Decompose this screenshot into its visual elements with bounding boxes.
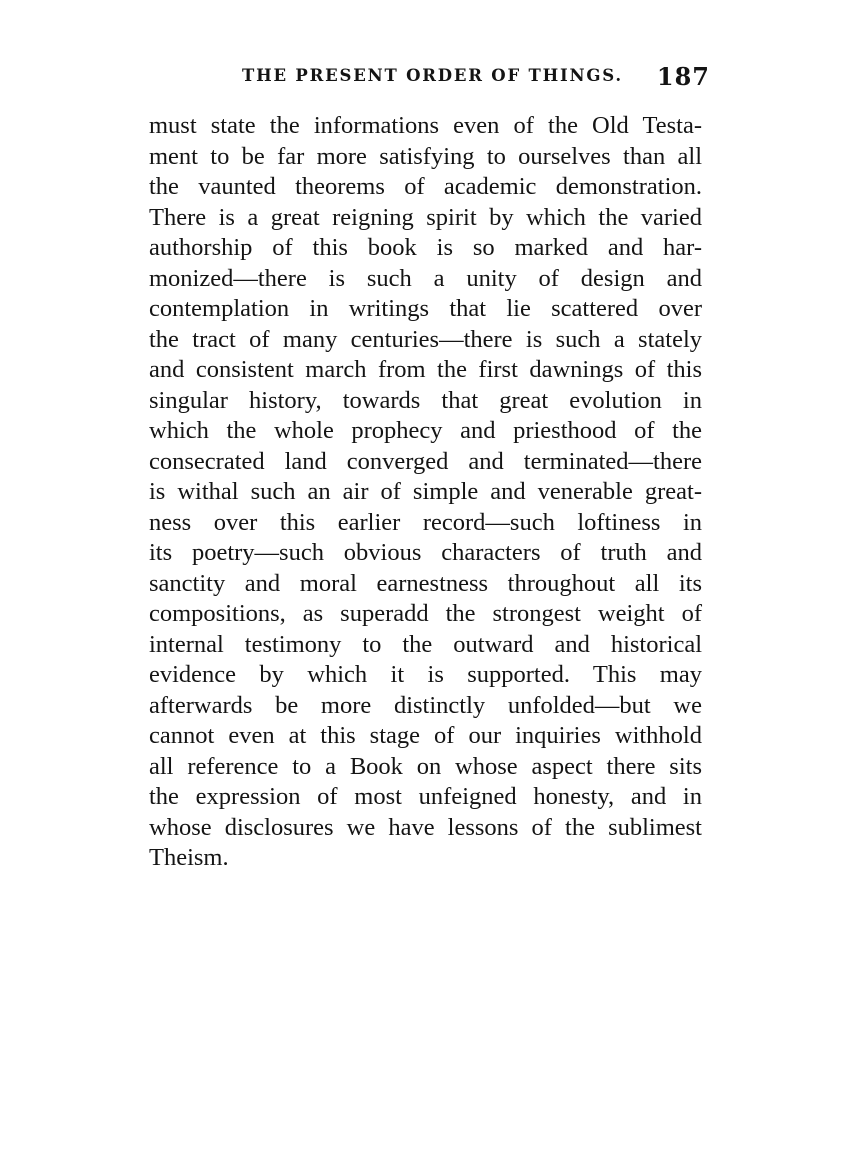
text-line: afterwards be more distinctly unfolded—but we — [149, 691, 702, 719]
text-line: and consistent march from the first dawnings of this — [149, 356, 702, 383]
running-head — [242, 62, 710, 94]
text-line: internal testimony to the outward and historical — [149, 630, 702, 658]
text-line: ment to be far more satisfying to ourselves than all — [149, 142, 702, 170]
text-line: all reference to a Book on whose aspect there sits — [149, 752, 702, 780]
text-line: consecrated land converged and terminated—there — [149, 447, 702, 475]
text-line: ness over this earlier record—such loftiness in — [149, 508, 702, 536]
text-line: monized—there is such a unity of design and — [149, 264, 702, 292]
text-line: authorship of this book is so marked and har- — [149, 234, 702, 261]
text-line: There is a great reigning spirit by which the varied — [149, 203, 702, 231]
text-line: compositions, as superadd the strongest weight of — [149, 600, 702, 627]
text-line: whose disclosures we have lessons of the sublimest — [149, 813, 702, 841]
text-line: cannot even at this stage of our inquiries withhold — [149, 722, 702, 749]
text-line: which the whole prophecy and priesthood of the — [149, 417, 702, 444]
text-line: is withal such an air of simple and venerable great- — [149, 478, 702, 505]
text-line: contemplation in writings that lie scattered over — [149, 295, 702, 322]
text-line-last: Theism. — [149, 844, 229, 871]
text-line: the expression of most unfeigned honesty, and in — [149, 783, 702, 810]
running-title: THE PRESENT ORDER OF THINGS. — [242, 66, 623, 85]
text-line: the vaunted theorems of academic demonstration. — [149, 173, 702, 200]
text-line: its poetry—such obvious characters of truth and — [149, 539, 702, 566]
text-line: singular history, towards that great evolution in — [149, 386, 702, 414]
body-paragraph — [149, 111, 702, 874]
text-line: evidence by which it is supported. This may — [149, 661, 702, 688]
text-line: the tract of many centuries—there is such a stately — [149, 325, 702, 353]
page-number: 187 — [656, 62, 710, 91]
text-line: sanctity and moral earnestness throughout all its — [149, 569, 702, 597]
text-line: must state the informations even of the Old Testa- — [149, 112, 702, 139]
